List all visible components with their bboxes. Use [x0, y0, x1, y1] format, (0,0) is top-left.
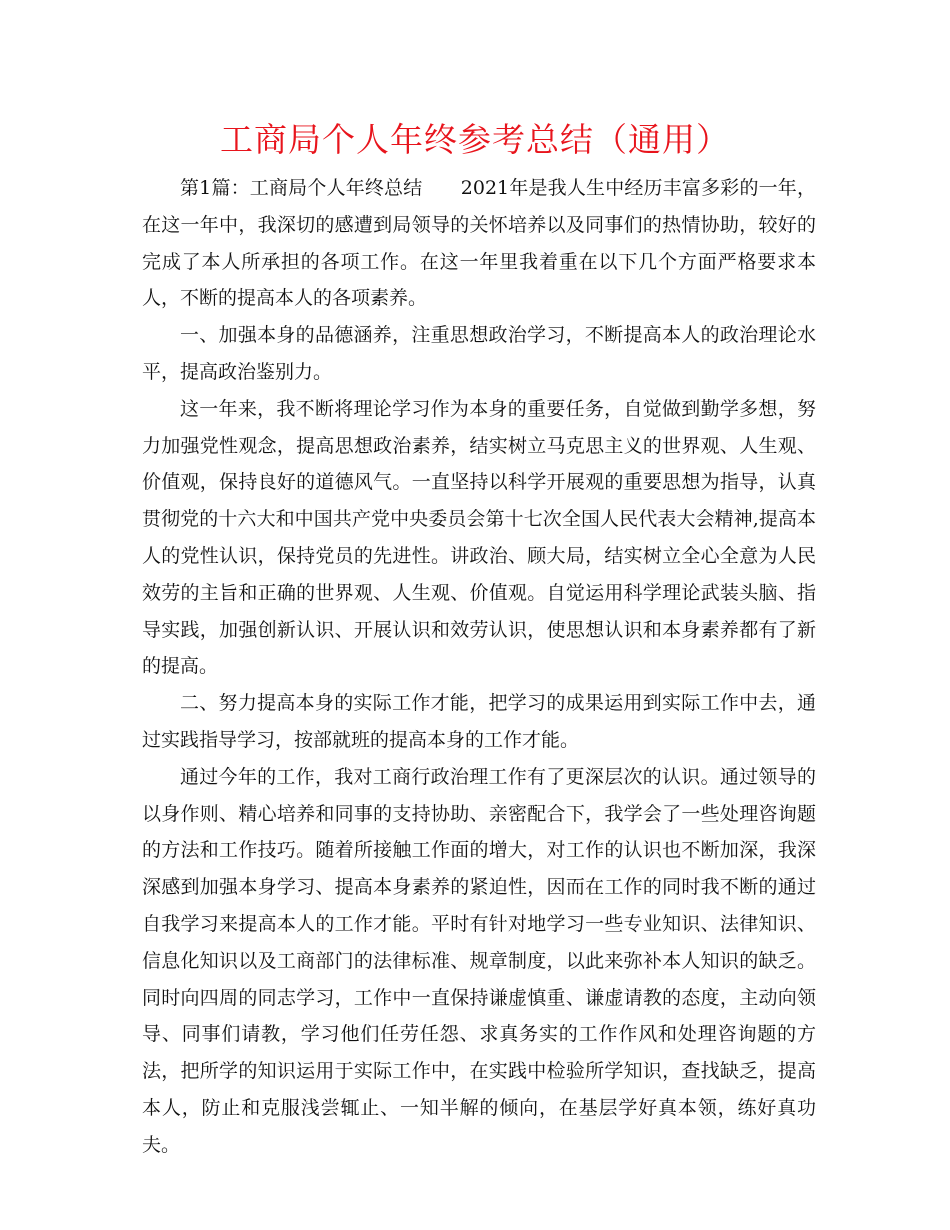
paragraph-intro: 第1篇：工商局个人年终总结 2021年是我人生中经历丰富多彩的一年，在这一年中，我深切的感遭到局领导的关怀培养以及同事们的热情协助，较好的完成了本人所承担的各项工作。在这一年里我着重在以下几个方面严格要求本人，不断的提高本人的各项素养。	[142, 177, 816, 310]
document-body	[142, 170, 816, 1164]
paragraph-theory-study: 这一年来，我不断将理论学习作为本身的重要任务，自觉做到勤学多想，努力加强党性观念，提高思想政治素养，结实树立马克思主义的世界观、人生观、价值观，保持良好的道德风气。一直坚持以科学开展观的重要思想为指导，认真贯彻党的十六大和中国共产党中央委员会第十七次全国人民代表大会精神,提高本人的党性认识，保持党员的先进性。讲政治、顾大局，结实树立全心全意为人民效劳的主旨和正确的世界观、人生观、价值观。自觉运用科学理论武装头脑、指导实践，加强创新认识、开展认识和效劳认识，使思想认识和本身素养都有了新的提高。	[142, 397, 816, 678]
paragraph-section-two-heading: 二、努力提高本身的实际工作才能，把学习的成果运用到实际工作中去，通过实践指导学习，按部就班的提高本身的工作才能。	[142, 692, 816, 751]
document-title: 工商局个人年终参考总结（通用）	[220, 120, 730, 159]
paragraph-work-practice: 通过今年的工作，我对工商行政治理工作有了更深层次的认识。通过领导的以身作则、精心培养和同事的支持协助、亲密配合下，我学会了一些处理咨询题的方法和工作技巧。随着所接触工作面的增大，对工作的认识也不断加深，我深深感到加强本身学习、提高本身素养的紧迫性，因而在工作的同时我不断的通过自我学习来提高本人的工作才能。平时有针对地学习一些专业知识、法律知识、信息化知识以及工商部门的法律标准、规章制度，以此来弥补本人知识的缺乏。同时向四周的同志学习，工作中一直保持谦虚慎重、谦虚请教的态度，主动向领导、同事们请教，学习他们任劳任怨、求真务实的工作作风和处理咨询题的方法，把所学的知识运用于实际工作中，在实践中检验所学知识，查找缺乏，提高本人，防止和克服浅尝辄止、一知半解的倾向，在基层学好真本领，练好真功夫。	[142, 765, 816, 1156]
paragraph-section-one-heading: 一、加强本身的品德涵养，注重思想政治学习，不断提高本人的政治理论水平，提高政治鉴别力。	[142, 324, 816, 383]
